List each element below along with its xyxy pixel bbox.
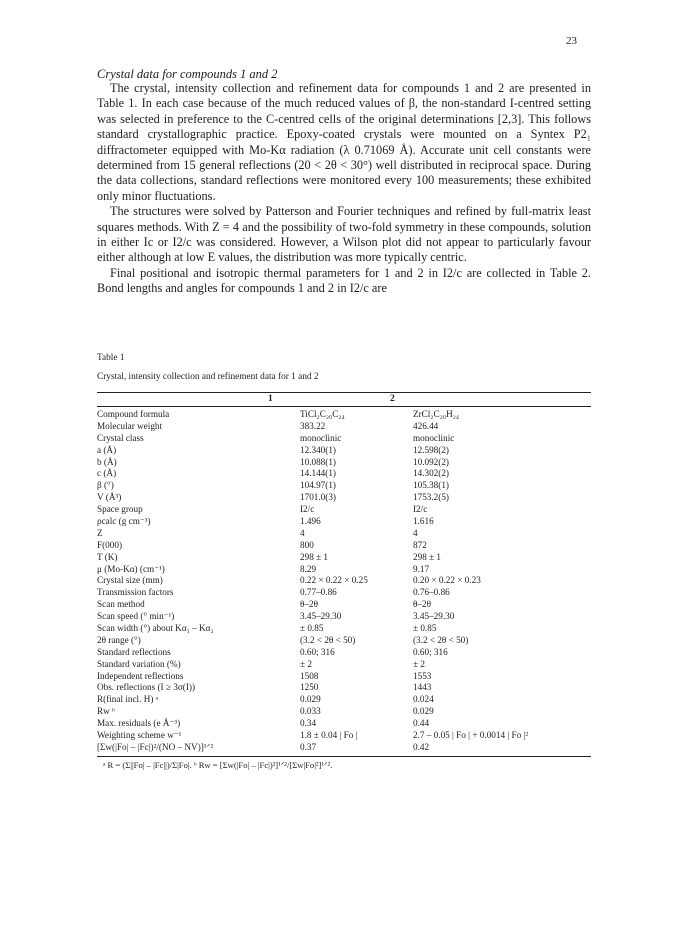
body-text: [97, 81, 591, 297]
row-label: a (Å): [97, 444, 117, 455]
row-label: Standard variation (%): [97, 658, 181, 669]
row-label: T (K): [97, 551, 118, 562]
value-compound-2: 105.38(1): [413, 480, 449, 491]
value-compound-1: 1.8 ± 0.04 | Fo |: [300, 730, 358, 741]
table-row: [97, 492, 591, 504]
table-row: [97, 635, 591, 647]
row-label: Standard reflections: [97, 646, 171, 657]
value-compound-2: ZrCl₂C₂₀H₂₄: [413, 409, 460, 419]
table-row: [97, 575, 591, 587]
table-row: [97, 457, 591, 469]
row-label: Independent reflections: [97, 670, 184, 681]
table-footnote: ᵃ R = (Σ||Fo| – |Fc||)/Σ|Fo|. ᵇ Rw = [Σw(|Fo| – |Fc|)²]¹ᐟ²/[Σw|Fo|²]¹ᐟ².: [103, 759, 333, 770]
value-compound-1: 1250: [300, 682, 319, 693]
table-caption: Crystal, intensity collection and refinement data for 1 and 2: [97, 372, 319, 382]
value-compound-2: 1553: [413, 670, 432, 681]
value-compound-1: I2/c: [300, 504, 315, 515]
value-compound-1: 10.088(1): [300, 456, 336, 467]
value-compound-1: 14.144(1): [300, 468, 336, 479]
row-label: R(final incl. H) ᵃ: [97, 694, 159, 705]
table-row: [97, 445, 591, 457]
value-compound-1: 0.22 × 0.22 × 0.25: [300, 575, 368, 586]
value-compound-1: 0.77–0.86: [300, 587, 337, 598]
table-row: [97, 730, 591, 742]
table-row: [97, 409, 591, 421]
value-compound-1: 1701.0(3): [300, 492, 336, 503]
row-label: Z: [97, 527, 103, 538]
value-compound-1: (3.2 < 2θ < 50): [300, 634, 356, 645]
row-label: β (°): [97, 480, 114, 491]
value-compound-1: ± 2: [300, 658, 312, 669]
table-row: [97, 468, 591, 480]
value-compound-1: TiCl₂C₂₀C₂₄: [300, 409, 345, 419]
paragraph-2: The structures were solved by Patterson and Fourier techniques and refined by full-matrix least squares methods. With Z = 4 and the possibility of two-fold symmetry in these compounds, solution in either Ic or I2/c was considered. However, a Wilson plot did not appear to particularly favour either although at low E values, the distribution was more typically centric.: [97, 204, 591, 265]
value-compound-2: 1443: [413, 682, 432, 693]
column-header-compound-2: 2: [390, 394, 395, 404]
row-label: Scan method: [97, 599, 145, 610]
table-row: [97, 504, 591, 516]
table-row: [97, 480, 591, 492]
value-compound-1: 0.033: [300, 706, 321, 717]
value-compound-2: 0.20 × 0.22 × 0.23: [413, 575, 481, 586]
value-compound-1: 4: [300, 527, 305, 538]
row-label: V (Å³): [97, 492, 122, 503]
row-label: Rw ᵇ: [97, 706, 115, 717]
value-compound-2: I2/c: [413, 504, 428, 515]
table-row: [97, 659, 591, 671]
value-compound-2: 1.616: [413, 516, 434, 527]
table-row: [97, 433, 591, 445]
value-compound-1: 12.340(1): [300, 444, 336, 455]
value-compound-1: 0.37: [300, 741, 317, 752]
row-label: Compound formula: [97, 409, 170, 419]
table-row: [97, 706, 591, 718]
value-compound-1: 0.60; 316: [300, 646, 335, 657]
value-compound-1: 800: [300, 539, 314, 550]
value-compound-2: 10.092(2): [413, 456, 449, 467]
row-label: Crystal size (mm): [97, 575, 163, 586]
table-row: [97, 611, 591, 623]
table-row: [97, 564, 591, 576]
value-compound-2: 14.302(2): [413, 468, 449, 479]
row-label: Scan width (°) about Kα₁ – Kα₂: [97, 623, 214, 634]
value-compound-1: 104.97(1): [300, 480, 336, 491]
table-row: [97, 528, 591, 540]
table-row: [97, 599, 591, 611]
page-number: 23: [566, 35, 577, 47]
row-label: Crystal class: [97, 432, 144, 443]
column-header-compound-1: 1: [268, 394, 273, 404]
row-label: [Σw(|Fo| – |Fc|)²/(NO – NV)]¹ᐟ²: [97, 741, 214, 752]
data-table: [97, 392, 591, 771]
row-label: Space group: [97, 504, 143, 515]
row-label: Scan speed (° min⁻¹): [97, 611, 175, 622]
value-compound-1: 383.22: [300, 420, 326, 431]
value-compound-2: 12.598(2): [413, 444, 449, 455]
row-label: Transmission factors: [97, 587, 174, 598]
table-header-row: [97, 393, 591, 406]
value-compound-2: 426.44: [413, 420, 439, 431]
value-compound-1: θ–2θ: [300, 599, 318, 610]
value-compound-2: monoclinic: [413, 432, 455, 443]
value-compound-1: 0.34: [300, 718, 317, 729]
table-row: [97, 623, 591, 635]
value-compound-2: 2.7 – 0.05 | Fo | + 0.0014 | Fo |²: [413, 730, 529, 741]
paragraph-1: The crystal, intensity collection and refinement data for compounds 1 and 2 are presented in Table 1. In each case because of the much reduced values of β, the non-standard I-centred setting was selected in preference to the C-centred cells of the original determinations [2,3]. This follows standard crystallographic practice. Epoxy-coated crystals were mounted on a Syntex P2₁ diffractometer equipped with Mo-Kα radiation (λ 0.71069 Å). Accurate unit cell constants were determined from 15 general reflections (20 < 2θ < 30°) well distributed in reciprocal space. During the data collections, standard reflections were monitored every 100 measurements; these exhibited only minor fluctuations.: [97, 81, 591, 203]
table-row: [97, 682, 591, 694]
paragraph-3: Final positional and isotropic thermal parameters for 1 and 2 in I2/c are collected in Table 2. Bond lengths and angles for compounds 1 and 2 in I2/c are: [97, 265, 591, 296]
table-row: [97, 552, 591, 564]
value-compound-2: θ–2θ: [413, 599, 431, 610]
table-header-rule: [97, 406, 591, 407]
table-row: [97, 647, 591, 659]
table-bottom-rule: [97, 756, 591, 757]
value-compound-2: 0.42: [413, 741, 430, 752]
value-compound-1: 8.29: [300, 563, 317, 574]
row-label: F(000): [97, 539, 123, 550]
value-compound-2: ± 2: [413, 658, 425, 669]
table-row: [97, 421, 591, 433]
row-label: ρcalc (g cm⁻³): [97, 516, 151, 527]
row-label: b (Å): [97, 456, 117, 467]
table-row: [97, 516, 591, 528]
row-label: 2θ range (°): [97, 634, 141, 645]
value-compound-1: monoclinic: [300, 432, 342, 443]
table-row: [97, 718, 591, 730]
row-label: Max. residuals (e Å⁻³): [97, 718, 181, 729]
value-compound-2: (3.2 < 2θ < 50): [413, 634, 469, 645]
table-row: [97, 587, 591, 599]
value-compound-2: 0.76–0.86: [413, 587, 450, 598]
row-label: Weighting scheme w⁻¹: [97, 730, 182, 741]
table-row: [97, 694, 591, 706]
value-compound-2: 9.17: [413, 563, 430, 574]
value-compound-2: 872: [413, 539, 427, 550]
value-compound-1: 298 ± 1: [300, 551, 329, 562]
table-row: [97, 671, 591, 683]
row-label: Molecular weight: [97, 420, 163, 431]
table-body: [97, 409, 591, 754]
value-compound-1: 1508: [300, 670, 319, 681]
value-compound-2: 4: [413, 527, 418, 538]
value-compound-1: 3.45–29.30: [300, 611, 342, 622]
value-compound-2: 1753.2(5): [413, 492, 449, 503]
value-compound-2: 0.029: [413, 706, 434, 717]
value-compound-1: ± 0.85: [300, 623, 324, 634]
value-compound-1: 0.029: [300, 694, 321, 705]
value-compound-1: 1.496: [300, 516, 321, 527]
value-compound-2: 0.024: [413, 694, 434, 705]
value-compound-2: 3.45–29.30: [413, 611, 455, 622]
value-compound-2: 0.44: [413, 718, 430, 729]
value-compound-2: 298 ± 1: [413, 551, 442, 562]
row-label: μ (Mo-Kα) (cm⁻¹): [97, 563, 165, 574]
section-heading: Crystal data for compounds 1 and 2: [97, 67, 278, 81]
row-label: c (Å): [97, 468, 117, 479]
value-compound-2: 0.60; 316: [413, 646, 448, 657]
table-row: [97, 742, 591, 754]
table-label: Table 1: [97, 353, 125, 363]
row-label: Obs. reflections (I ≥ 3σ(I)): [97, 682, 196, 693]
table-row: [97, 540, 591, 552]
value-compound-2: ± 0.85: [413, 623, 437, 634]
